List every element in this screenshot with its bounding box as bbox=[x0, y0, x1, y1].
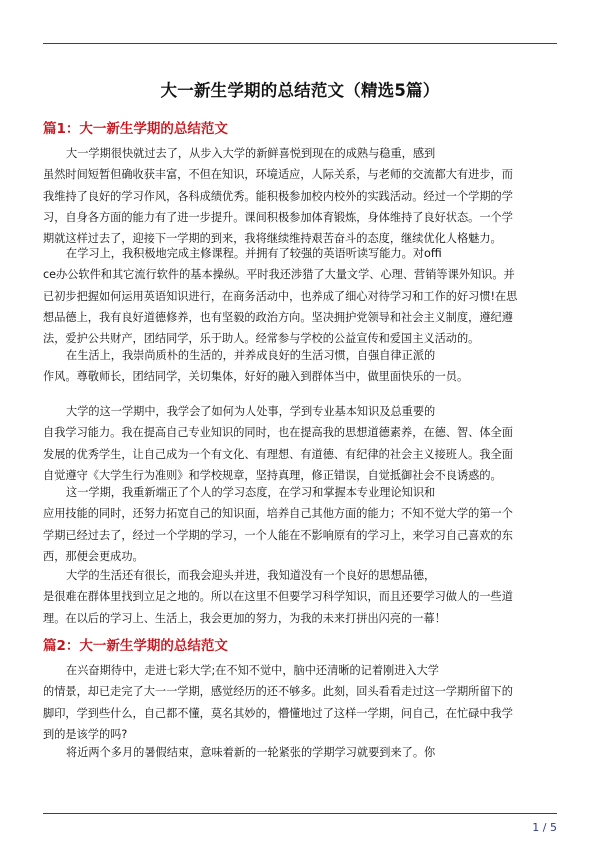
text-line: 想品德上，我有良好道德修养，也有坚毅的政治方向。坚决拥护党领导和社会主义制度，遵纪遵 bbox=[43, 310, 513, 324]
text-line: 应用技能的同时，还努力拓宽自己的知识面，培养自己其他方面的能力；不知不觉大学的第一个 bbox=[43, 507, 513, 521]
text-line: 在生活上，我崇尚质朴的生活的，并养成良好的生活习惯，自强自律正派的 bbox=[66, 349, 436, 362]
text-line: 将近两个多月的暑假结束，意味着新的一轮紧张的学期学习就要到来了。你 bbox=[66, 746, 436, 759]
text-line: 法，爱护公共财产，团结同学，乐于助人。经常参与学校的公益宣传和爱国主义活动的。 bbox=[43, 332, 480, 346]
text-line: ce办公软件和其它流行软件的基本操纵。平时我还涉猎了大量文学、心理、营销等课外知识。并 bbox=[43, 268, 515, 282]
paragraph bbox=[43, 482, 557, 567]
text-line: 学期已经过去了，经过一个学期的学习，一个人能在不影响原有的学习上，来学习自己喜欢的东 bbox=[43, 528, 513, 542]
paragraph bbox=[43, 143, 557, 249]
paragraph bbox=[43, 401, 557, 486]
text-line: 在学习上，我积极地完成主修课程。并拥有了较强的英语听读写能力。对offi bbox=[66, 247, 442, 260]
text-line: 我维持了良好的学习作风，各科成绩优秀。能积极参加校内校外的实践活动。经过一个学期的学 bbox=[43, 189, 513, 203]
text-line: 是很难在群体里找到立足之地的。所以在这里不但要学习科学知识，而且还要学习做人的一些道 bbox=[43, 590, 513, 604]
page-indicator: 1 / 5 bbox=[532, 821, 557, 834]
section-heading-2: 篇2：大一新生学期的总结范文 bbox=[43, 638, 228, 654]
text-line: 已初步把握如何运用英语知识进行，在商务活动中，也养成了细心对待学习和工作的好习惯!在思 bbox=[43, 289, 518, 303]
text-line: 期就这样过去了，迎接下一学期的到来，我将继续维持艰苦奋斗的态度，继续优化人格魅力。 bbox=[43, 232, 502, 246]
paragraph bbox=[43, 565, 557, 629]
text-line: 这一学期，我重新端正了个人的学习态度，在学习和掌握本专业理论知识和 bbox=[66, 486, 436, 499]
text-line: 自觉遵守《大学生行为准则》和学校规章，坚持真理，修正错误，自觉抵御社会不良诱惑的。 bbox=[43, 468, 502, 482]
paragraph bbox=[43, 660, 557, 745]
text-line: 西，那便会更成功。 bbox=[43, 549, 144, 563]
header-rule bbox=[43, 43, 557, 44]
text-line: 发展的优秀学生，让自己成为一个有文化、有理想、有道德、有纪律的社会主义接班人。我全面 bbox=[43, 447, 513, 461]
paragraph bbox=[43, 345, 557, 388]
text-line: 虽然时间短暂但确收获丰富，不但在知识，环境适应，人际关系，与老师的交流都大有进步，而 bbox=[43, 168, 513, 182]
text-line: 理。在以后的学习上、生活上，我会更加的努力，为我的未来打拼出闪亮的一幕！ bbox=[43, 611, 446, 625]
text-line: 大一学期很快就过去了，从步入大学的新鲜喜悦到现在的成熟与稳重，感到 bbox=[66, 147, 436, 160]
text-line: 到的是该学的吗? bbox=[43, 727, 128, 741]
text-line: 作风。尊敬师长，团结同学，关切集体，好好的融入到群体当中，做里面快乐的一员。 bbox=[43, 370, 469, 384]
text-line: 脚印，学到些什么，自己都不懂，莫名其妙的，懵懂地过了这样一学期，问自己，在忙碌中我学 bbox=[43, 706, 513, 720]
document-title: 大一新生学期的总结范文（精选5篇） bbox=[160, 81, 440, 100]
section-heading-1: 篇1：大一新生学期的总结范文 bbox=[43, 121, 228, 137]
text-line: 大学的这一学期中，我学会了如何为人处事，学到专业基本知识及总重要的 bbox=[66, 405, 436, 418]
text-line: 的情景，却已走完了大一一学期，感觉经历的还不够多。此刻，回头看看走过这一学期所留下的 bbox=[43, 685, 513, 699]
text-line: 习，自身各方面的能力有了进一步提升。课间积极参加体育锻炼，身体维持了良好状态。一个学 bbox=[43, 210, 513, 224]
footer-rule bbox=[43, 813, 557, 814]
text-line: 大学的生活还有很长，而我会迎头并进，我知道没有一个良好的思想品德， bbox=[66, 569, 436, 582]
paragraph bbox=[43, 742, 557, 763]
text-line: 在兴奋期待中，走进七彩大学;在不知不觉中，脑中还清晰的记着刚进入大学 bbox=[66, 664, 439, 677]
text-line: 自我学习能力。我在提高自己专业知识的同时，也在提高我的思想道德素养，在德、智、体全面 bbox=[43, 426, 513, 440]
paragraph bbox=[43, 243, 557, 349]
